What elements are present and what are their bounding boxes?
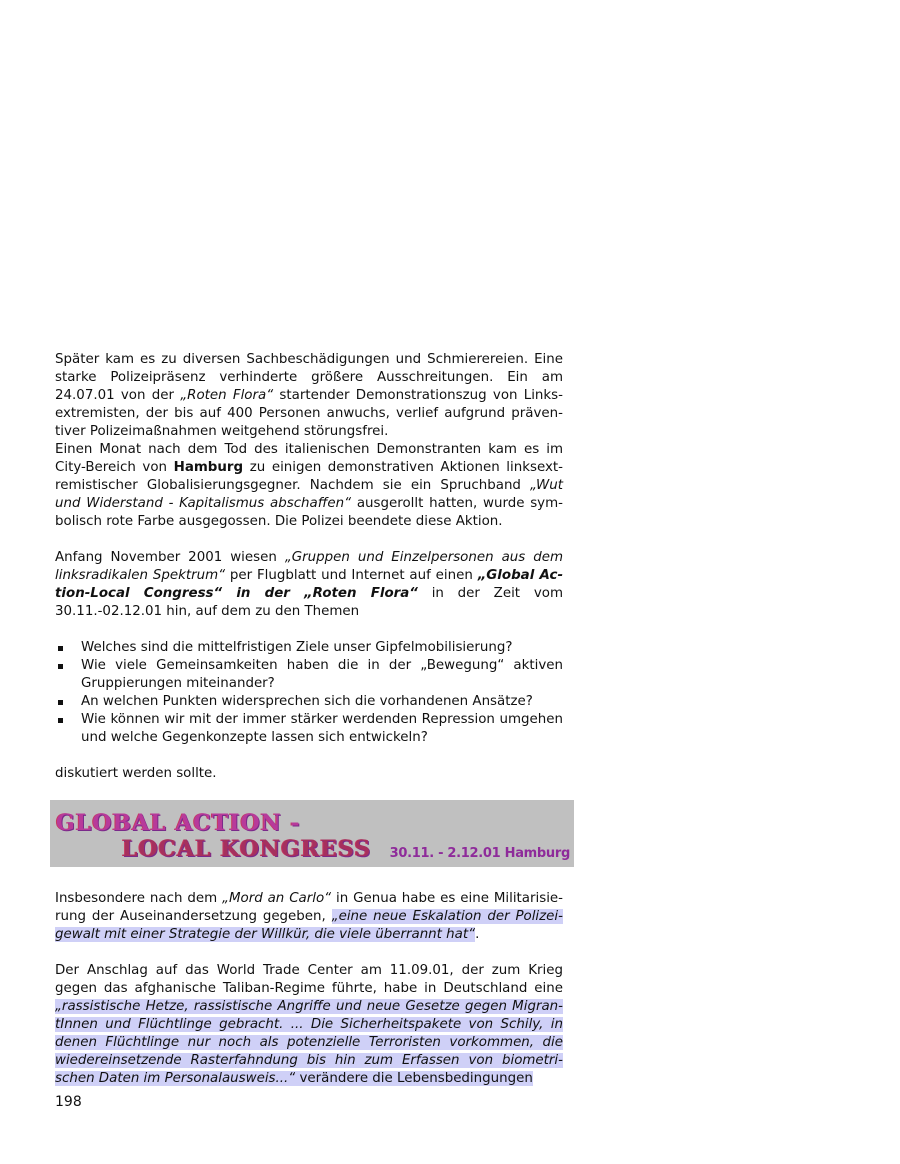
quote-congress: „Global Action-Local Congress“ in der „Roten Flora“ xyxy=(55,568,563,601)
lower-text-block xyxy=(55,890,563,1088)
paragraph-5 xyxy=(55,890,563,944)
text-span: ausgerollt hatten, wurde symbolisch rote Farbe ausgegossen. Die Polizei beendete diese Aktion. xyxy=(55,496,563,529)
congress-banner-image xyxy=(50,800,574,867)
quote-groups: „Gruppen und Einzelpersonen aus dem linksradikalen Spektrum“ xyxy=(55,550,564,583)
list-item: Wie viele Gemeinsamkeiten haben die in der „Bewegung“ aktiven Gruppierungen miteinander? xyxy=(55,657,563,693)
quote-banner-slogan: „Wut und Widerstand - Kapitalismus abschaffen“ xyxy=(55,478,563,511)
banner-line-1: GLOBAL ACTION - xyxy=(56,810,301,836)
paragraph-6 xyxy=(55,962,563,1088)
text-span: Insbesondere nach dem xyxy=(55,891,223,906)
quote-roten-flora: „Roten Flora“ xyxy=(180,388,274,403)
text-span: per Flugblatt und Internet auf einen xyxy=(225,568,478,583)
spacer xyxy=(55,747,563,765)
paragraph-2 xyxy=(55,441,563,531)
banner-date: 30.11. - 2.12.01 Hamburg xyxy=(389,846,570,861)
text-span: Später kam es zu diversen Sachbeschädigungen und Schmierereien. Eine starke Polizeipräsenz verhinderte größere Ausschreitungen. Ein am 24.07.01 von der xyxy=(55,352,563,403)
spacer xyxy=(55,621,563,639)
list-item: Welches sind die mittelfristigen Ziele unser Gipfelmobilisierung? xyxy=(55,639,563,657)
text-span: zu einigen demonstrativen Aktionen linksextremistischer Globalisierungsgegner. Nachdem sie ein Spruchband xyxy=(55,460,563,493)
highlighted-quote: „eine neue Eskalation der Polizeigewalt mit einer Strategie der Willkür, die viele überrannt hat“ xyxy=(55,909,563,942)
banner-line-2: LOCAL KONGRESS xyxy=(122,836,372,862)
text-span: Anfang November 2001 wiesen xyxy=(55,550,285,565)
text-span: Der Anschlag auf das World Trade Center am 11.09.01, der zum Krieg gegen das afghanische Taliban-Regime führte, habe in Deutschland eine xyxy=(55,963,563,996)
page-number: 198 xyxy=(55,1094,82,1110)
spacer xyxy=(55,944,563,962)
paragraph-1 xyxy=(55,351,563,441)
topic-list xyxy=(55,639,563,747)
highlighted-text: verändere die Lebensbedingungen xyxy=(295,1071,533,1086)
text-span: . xyxy=(475,927,480,942)
main-text-block xyxy=(55,351,563,783)
spacer xyxy=(55,531,563,549)
highlighted-quote: „rassistische Hetze, rassistische Angriffe und neue Gesetze gegen MigrantInnen und Flüchtlinge gebracht. ... Die Sicherheitspakete von Schily, in denen Flüchtlinge nur noch als potenzielle Terroristen vorkommen, die wiedereinsetzende Rasterfahndung bis hin zum Erfassen von biometrischen Daten im Personalausweis...“ xyxy=(55,999,563,1086)
paragraph-4: diskutiert werden sollte. xyxy=(55,766,217,781)
text-span: in Genua habe es eine Militarisierung der Auseinandersetzung gegeben, xyxy=(55,891,563,924)
list-item: Wie können wir mit der immer stärker werdenden Repression umgehen und welche Gegenkonzepte lassen sich entwickeln? xyxy=(55,711,563,747)
paragraph-3 xyxy=(55,549,563,621)
bold-hamburg: Hamburg xyxy=(173,460,244,475)
text-span: Einen Monat nach dem Tod des italienischen Demonstranten kam es im City-Bereich von xyxy=(55,442,563,475)
list-item: An welchen Punkten widersprechen sich die vorhandenen Ansätze? xyxy=(55,693,563,711)
text-span: in der Zeit vom 30.11.-02.12.01 hin, auf dem zu den Themen xyxy=(55,586,563,619)
text-span: startender Demonstrationszug von Linksextremisten, der bis auf 400 Personen anwuchs, verlief aufgrund präventiver Polizeimaßnahmen weitgehend störungsfrei. xyxy=(55,388,563,439)
quote-mord-an-carlo: „Mord an Carlo“ xyxy=(222,891,332,906)
